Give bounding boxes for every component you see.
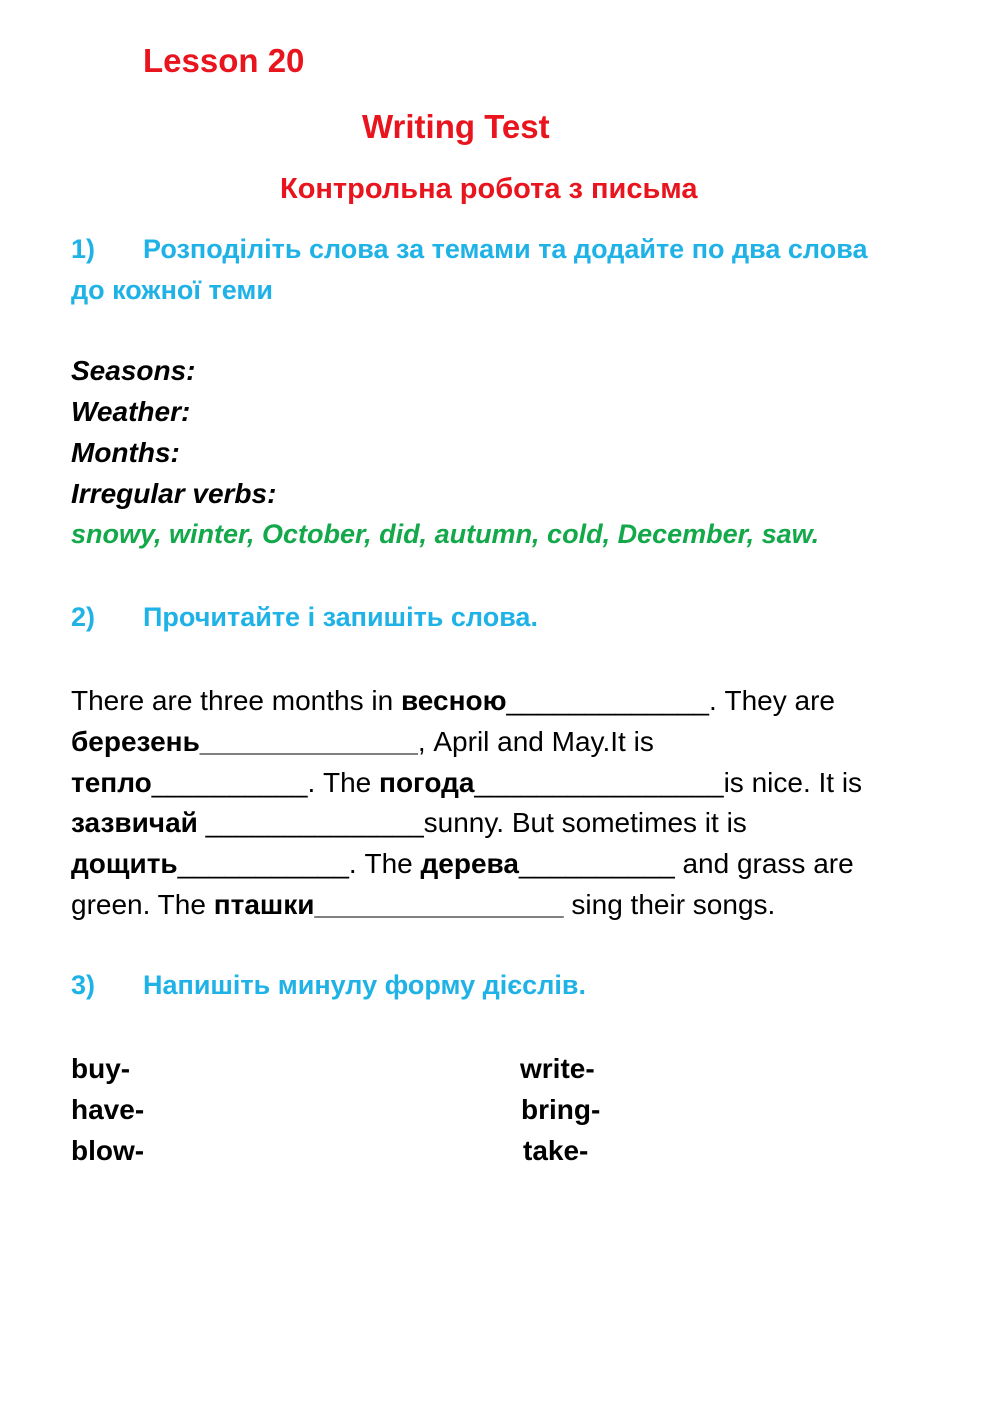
paragraph-line bbox=[71, 885, 862, 926]
paragraph-keyword: дерева bbox=[420, 848, 519, 880]
lesson-label: Lesson 20 bbox=[143, 42, 305, 79]
paragraph-line bbox=[71, 681, 862, 722]
task1-number: 1) bbox=[71, 234, 96, 264]
paragraph-line bbox=[71, 763, 862, 804]
verb-take: take- bbox=[523, 1135, 589, 1166]
paragraph-text: There are three months in bbox=[71, 685, 401, 716]
verb-bring: bring- bbox=[521, 1094, 601, 1125]
category-irregular-verbs: Irregular verbs: bbox=[71, 478, 277, 509]
verb-buy: buy- bbox=[71, 1053, 131, 1084]
verb-write: write- bbox=[520, 1053, 595, 1084]
paragraph-text: sing their songs. bbox=[563, 888, 776, 920]
verb-blow: blow- bbox=[71, 1135, 145, 1166]
page-subtitle: Контрольна робота з письма bbox=[280, 173, 698, 205]
category-weather: Weather: bbox=[71, 396, 191, 427]
task2-instruction-text: Прочитайте і запишіть слова. bbox=[143, 602, 538, 632]
word-bank: snowy, winter, October, did, autumn, cold, December, saw. bbox=[71, 519, 820, 549]
paragraph-text: ________________is nice. It is bbox=[474, 766, 863, 798]
category-months: Months: bbox=[71, 437, 180, 468]
paragraph-text: __________. The bbox=[151, 766, 380, 798]
task2-instruction bbox=[71, 602, 538, 633]
task3-instruction bbox=[71, 970, 586, 1001]
reading-paragraph bbox=[71, 681, 862, 926]
verb-have: have- bbox=[71, 1094, 145, 1125]
paragraph-text: _____________. They are bbox=[506, 685, 835, 716]
paragraph-keyword: весною bbox=[400, 685, 507, 716]
category-seasons: Seasons: bbox=[71, 355, 196, 386]
paragraph-line bbox=[71, 722, 862, 763]
page-title: Writing Test bbox=[362, 108, 550, 145]
paragraph-text: green. The bbox=[71, 888, 214, 920]
paragraph-text: __________ and grass are bbox=[518, 848, 854, 880]
task2-number: 2) bbox=[71, 602, 96, 632]
task1-instruction bbox=[71, 234, 867, 265]
paragraph-keyword: пташки________________ bbox=[213, 888, 564, 920]
task3-instruction-text: Напишіть минулу форму дієслів. bbox=[143, 970, 586, 1000]
task1-instruction-line1: Розподіліть слова за темами та додайте по два слова bbox=[143, 234, 868, 264]
paragraph-keyword: березень______________ bbox=[71, 725, 418, 757]
task3-number: 3) bbox=[71, 970, 96, 1000]
paragraph-keyword: тепло bbox=[71, 766, 152, 798]
paragraph-line bbox=[71, 803, 862, 844]
task1-instruction-line2: до кожної теми bbox=[71, 275, 273, 305]
paragraph-text: ______________sunny. But sometimes it is bbox=[197, 807, 747, 839]
paragraph-keyword: зазвичай bbox=[71, 807, 198, 839]
paragraph-text: , April and May.It is bbox=[417, 725, 654, 757]
paragraph-line bbox=[71, 844, 862, 885]
paragraph-keyword: дощить bbox=[71, 848, 178, 880]
paragraph-keyword: погода bbox=[379, 766, 475, 798]
paragraph-text: ___________. The bbox=[177, 848, 421, 880]
